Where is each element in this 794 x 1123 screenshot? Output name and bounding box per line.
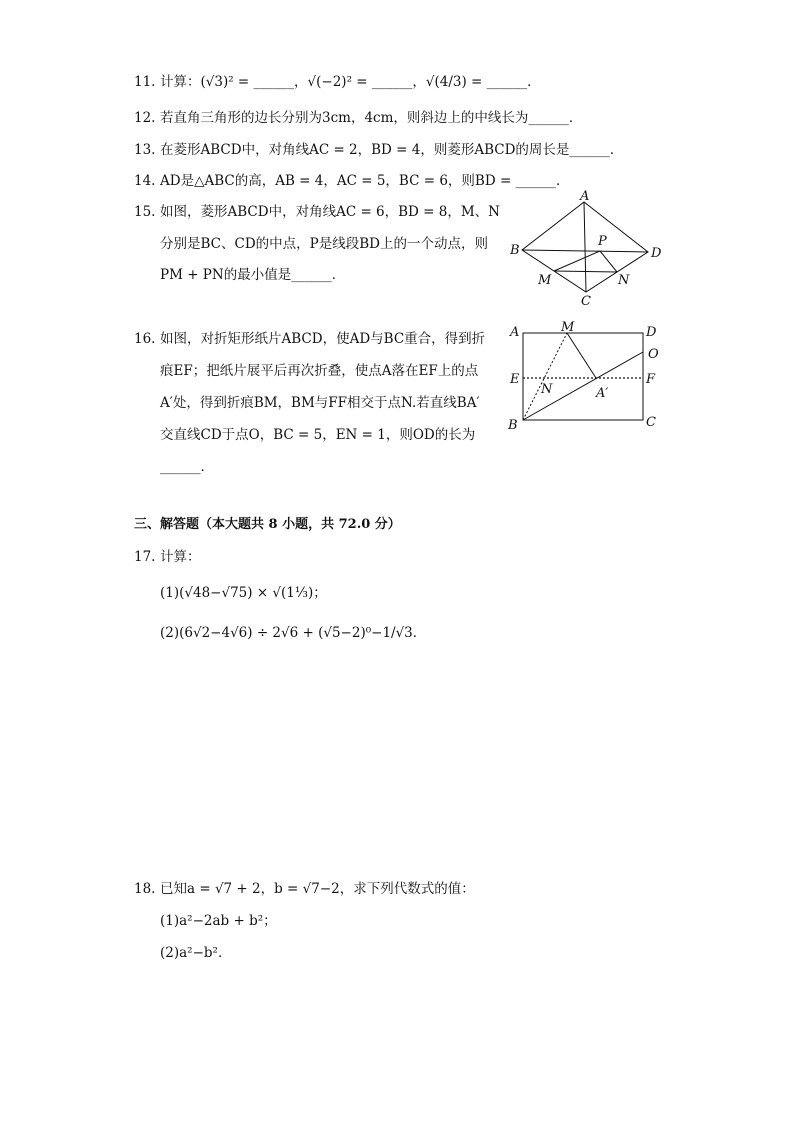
question-text: 计算： — [160, 549, 201, 565]
question-text: 已知a = √7 + 2，b = √7−2，求下列代数式的值： — [160, 881, 475, 897]
question-number: 14. — [134, 173, 156, 189]
label-c: C — [581, 294, 591, 308]
question-number: 15. — [134, 204, 156, 220]
label-p: P — [598, 234, 607, 249]
label-m: M — [538, 273, 552, 288]
question-16-line-1 — [134, 330, 485, 348]
label-m: M — [561, 320, 575, 335]
question-text: 如图，对折矩形纸片ABCD，使AD与BC重合，得到折 — [160, 331, 486, 347]
question-17-part-1: (1)(√48−√75) × √(1⅓)； — [160, 585, 327, 601]
question-text: 在菱形ABCD中，对角线AC = 2，BD = 4，则菱形ABCD的周长是______． — [160, 142, 624, 158]
label-b: B — [508, 418, 518, 433]
label-c: C — [646, 415, 656, 430]
folded-rectangle-figure — [505, 320, 665, 435]
question-14 — [134, 172, 570, 190]
fold-bm — [523, 333, 567, 420]
question-number: 16. — [134, 331, 156, 347]
question-12 — [134, 109, 582, 127]
question-13 — [134, 141, 623, 159]
label-o: O — [648, 347, 659, 362]
question-16-line-2: 痕EF；把纸片展平后再次折叠，使点A落在EF上的点 — [160, 363, 479, 379]
label-a: A — [510, 325, 520, 340]
section-heading: 三、解答题（本大题共 8 小题，共 72.0 分） — [134, 517, 401, 532]
question-15-line-3: PM + PN的最小值是______． — [160, 267, 346, 283]
question-15-line-1 — [134, 203, 500, 221]
label-e: E — [510, 372, 520, 387]
question-11 — [134, 73, 541, 91]
segment-ma1 — [567, 333, 596, 378]
question-17 — [134, 548, 201, 566]
question-number: 12. — [134, 110, 156, 126]
segment-mn — [554, 271, 617, 272]
rhombus-figure — [500, 190, 670, 308]
segment-pn — [600, 251, 617, 272]
question-number: 11. — [134, 74, 156, 90]
question-15-line-2: 分别是BC、CD的中点，P是线段BD上的一个动点，则 — [160, 236, 488, 252]
question-number: 13. — [134, 142, 156, 158]
label-d: D — [651, 246, 662, 261]
label-n: N — [618, 273, 630, 288]
segment-pm — [554, 251, 600, 271]
question-17-part-2: (2)(6√2−4√6) ÷ 2√6 + (√5−2)⁰−1/√3． — [160, 625, 427, 641]
rectangle-outline — [523, 333, 643, 420]
question-text: 若直角三角形的边长分别为3cm，4cm，则斜边上的中线长为______． — [160, 110, 583, 126]
question-number: 18. — [134, 881, 156, 897]
label-a: A — [580, 190, 590, 204]
question-16-line-5: ______． — [160, 459, 214, 475]
question-16-line-4: 交直线CD于点O，BC = 5，EN = 1，则OD的长为 — [160, 427, 476, 443]
question-16-line-3: A′处，得到折痕BM，BM与FF相交于点N.若直线BA′ — [160, 395, 480, 411]
label-f: F — [646, 372, 656, 387]
question-text: AD是△ABC的高，AB = 4，AC = 5，BC = 6，则BD = ______． — [160, 173, 570, 189]
question-18-part-1: (1)a²−2ab + b²； — [160, 913, 277, 929]
question-18 — [134, 880, 475, 898]
label-b: B — [510, 243, 520, 258]
question-text: 计算：(√3)² = ______，√(−2)² = ______，√(4/3) = ______． — [160, 74, 541, 90]
label-n: N — [541, 382, 553, 397]
question-text: 如图，菱形ABCD中，对角线AC = 6，BD = 8，M、N — [160, 204, 500, 220]
question-number: 17. — [134, 549, 156, 565]
diagonal-ac — [584, 202, 586, 292]
label-a-prime: A′ — [596, 386, 609, 401]
label-d: D — [646, 325, 657, 340]
question-18-part-2: (2)a²−b²． — [160, 945, 232, 961]
